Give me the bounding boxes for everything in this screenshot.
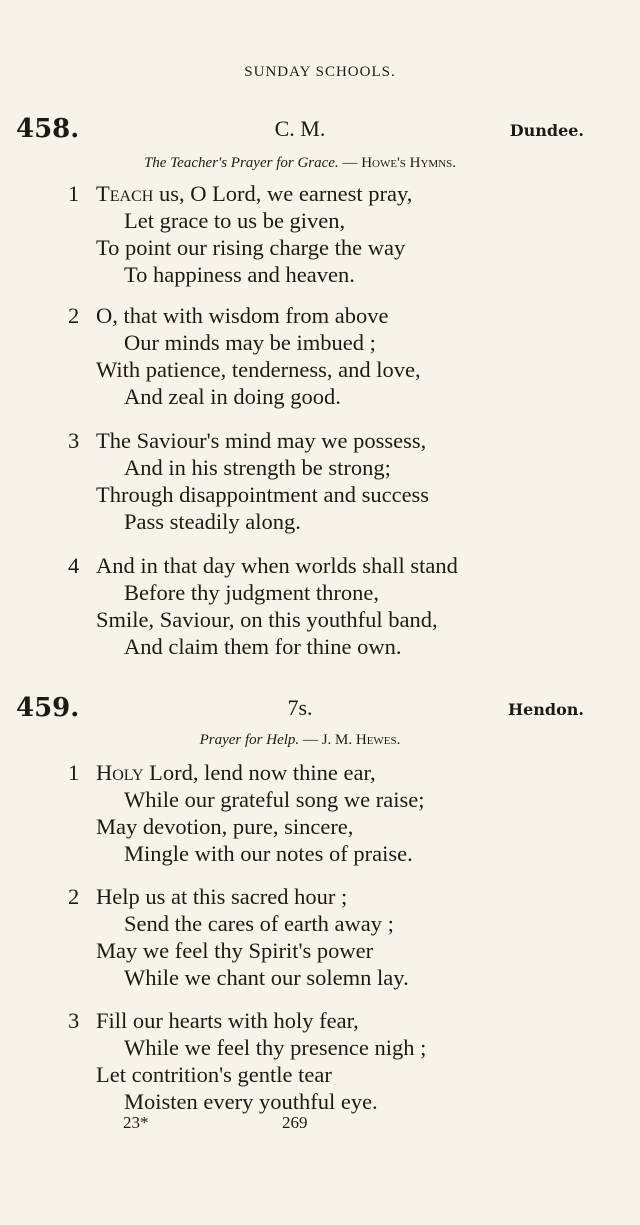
hymn-tune: Hendon. (508, 700, 584, 719)
hymn-459-stanza-1 (0, 759, 640, 867)
verse-line: May we feel thy Spirit's power (96, 938, 374, 963)
verse-line: And in his strength be strong; (124, 455, 391, 480)
verse-line: Send the cares of earth away ; (124, 911, 394, 936)
hymn-459-header (0, 693, 640, 723)
hymn-number: 459. (16, 693, 80, 723)
hymn-tune: Dundee. (509, 121, 584, 140)
verse-line: With patience, tenderness, and love, (96, 357, 421, 382)
verse-line: Smile, Saviour, on this youthful band, (96, 607, 438, 632)
page-number: 269 (282, 1113, 308, 1132)
stanza-first-word: Holy (96, 760, 144, 785)
running-head: SUNDAY SCHOOLS. (244, 64, 396, 80)
signature-mark: 23* (123, 1113, 149, 1132)
stanza-number: 2 (68, 884, 80, 909)
verse-line: And zeal in doing good. (124, 384, 341, 409)
verse-line: us, O Lord, we earnest pray, (153, 181, 413, 206)
stanza-number: 2 (68, 303, 80, 328)
page-footer (0, 1113, 640, 1133)
hymn-459-source (0, 732, 600, 749)
verse-line: And in that day when worlds shall stand (96, 553, 458, 578)
stanza-number: 1 (68, 760, 80, 785)
hymn-458-stanza-2 (0, 302, 640, 410)
verse-line: While our grateful song we raise; (124, 787, 425, 812)
verse-line: To happiness and heaven. (124, 262, 355, 287)
hymn-459-stanza-3 (0, 1007, 640, 1115)
source-separator: — (299, 732, 322, 748)
source-title: The Teacher's Prayer for Grace. (143, 155, 339, 171)
verse-line: Fill our hearts with holy fear, (96, 1008, 359, 1033)
stanza-number: 4 (68, 553, 80, 578)
source-title: Prayer for Help. (199, 732, 300, 748)
verse-line: To point our rising charge the way (96, 235, 406, 260)
verse-line: Mingle with our notes of praise. (124, 841, 413, 866)
stanza-number: 3 (68, 1008, 80, 1033)
stanza-number: 3 (68, 428, 80, 453)
hymn-meter: 7s. (287, 695, 313, 720)
verse-line: The Saviour's mind may we possess, (96, 428, 427, 453)
verse-line: Lord, lend now thine ear, (143, 760, 376, 785)
hymn-458-stanza-1 (0, 180, 640, 288)
verse-line: Help us at this sacred hour ; (96, 884, 348, 909)
verse-line: Before thy judgment throne, (124, 580, 379, 605)
hymn-458-source (0, 155, 600, 172)
hymn-458-header (0, 114, 640, 144)
source-author: J. M. Hewes. (321, 732, 401, 748)
source-separator: — (338, 155, 362, 171)
verse-line: O, that with wisdom from above (96, 303, 389, 328)
verse-line: Our minds may be imbued ; (124, 330, 376, 355)
hymn-458-stanza-3 (0, 427, 640, 535)
hymn-meter: C. M. (274, 116, 326, 141)
verse-line: And claim them for thine own. (124, 634, 402, 659)
hymn-459-stanza-2 (0, 883, 640, 991)
stanza-first-word: Teach (96, 181, 154, 206)
verse-line: Let grace to us be given, (124, 208, 346, 233)
stanza-number: 1 (68, 181, 80, 206)
verse-line: Moisten every youthful eye. (124, 1089, 378, 1114)
source-author: Howe's Hymns. (361, 155, 457, 171)
verse-line: Pass steadily along. (124, 509, 301, 534)
verse-line: May devotion, pure, sincere, (96, 814, 354, 839)
verse-line: Through disappointment and success (96, 482, 430, 507)
hymn-458-stanza-4 (0, 552, 640, 660)
verse-line: While we feel thy presence nigh ; (124, 1035, 427, 1060)
verse-line: While we chant our solemn lay. (124, 965, 409, 990)
verse-line: Let contrition's gentle tear (96, 1062, 332, 1087)
hymn-number: 458. (16, 114, 80, 144)
